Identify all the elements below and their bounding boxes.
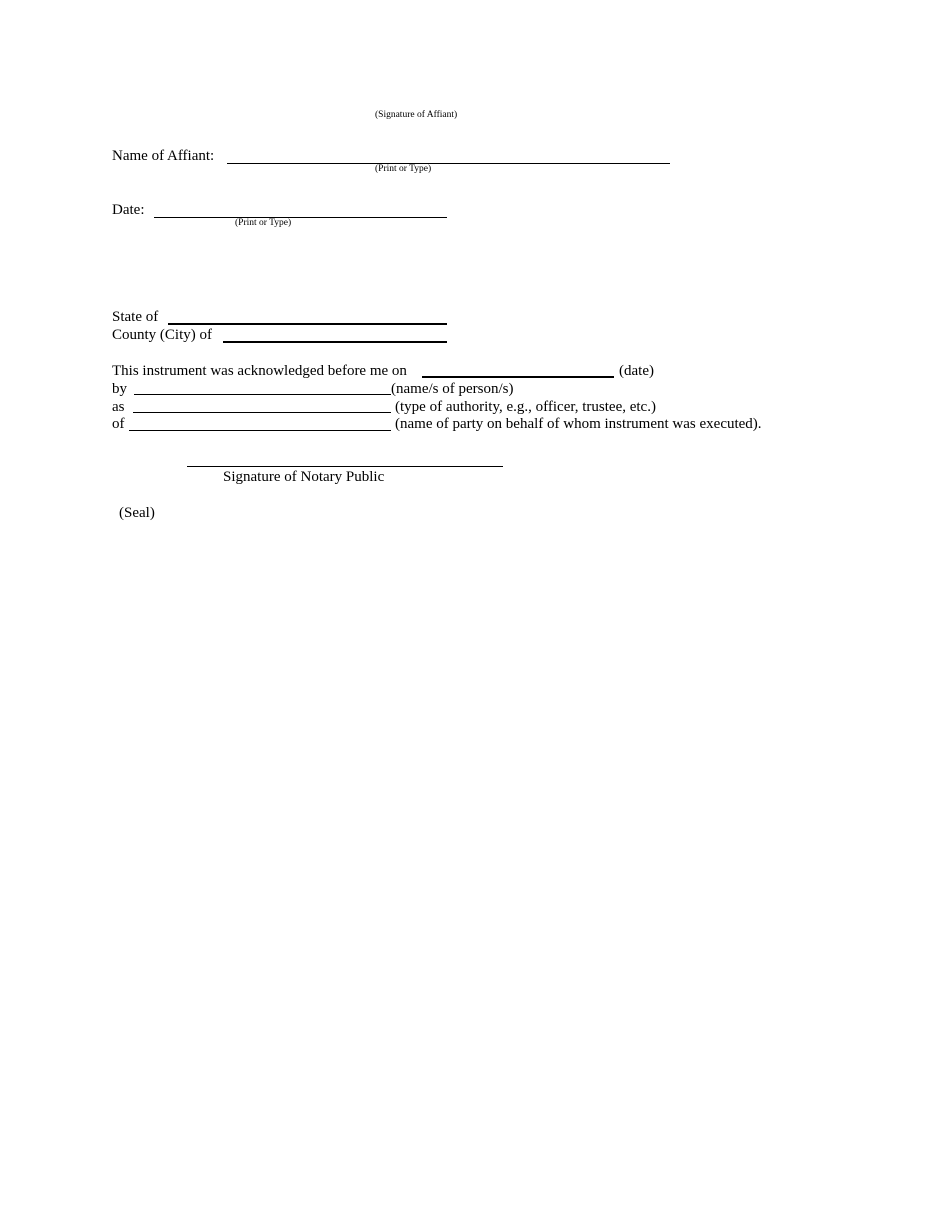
ack-line2-prefix: by xyxy=(112,381,127,397)
affiant-name-field[interactable] xyxy=(227,163,670,164)
ack-line4-prefix: of xyxy=(112,416,125,432)
ack-party-field[interactable] xyxy=(129,430,391,431)
ack-line4-suffix: (name of party on behalf of whom instrument was executed). xyxy=(395,416,762,432)
affiant-name-caption: (Print or Type) xyxy=(375,164,432,174)
affiant-date-caption: (Print or Type) xyxy=(235,218,292,228)
ack-line2-suffix: (name/s of person/s) xyxy=(391,381,514,397)
ack-date-field[interactable] xyxy=(422,376,614,378)
affiant-signature-caption: (Signature of Affiant) xyxy=(375,110,458,120)
ack-line1-prefix: This instrument was acknowledged before me on xyxy=(112,363,407,379)
county-field[interactable] xyxy=(223,341,447,343)
state-label: State of xyxy=(112,309,159,325)
ack-line1-suffix: (date) xyxy=(619,363,654,379)
ack-line3-prefix: as xyxy=(112,399,125,415)
state-field[interactable] xyxy=(168,323,447,325)
ack-authority-field[interactable] xyxy=(133,412,391,413)
affiant-name-label: Name of Affiant: xyxy=(112,148,215,164)
affiant-date-label: Date: xyxy=(112,202,145,218)
ack-line3-suffix: (type of authority, e.g., officer, trustee, etc.) xyxy=(395,399,656,415)
ack-persons-field[interactable] xyxy=(134,394,391,395)
seal-label: (Seal) xyxy=(119,505,155,521)
notary-signature-field[interactable] xyxy=(187,466,503,467)
affiant-date-field[interactable] xyxy=(154,217,447,218)
county-label: County (City) of xyxy=(112,327,212,343)
notary-signature-caption: Signature of Notary Public xyxy=(223,469,385,485)
